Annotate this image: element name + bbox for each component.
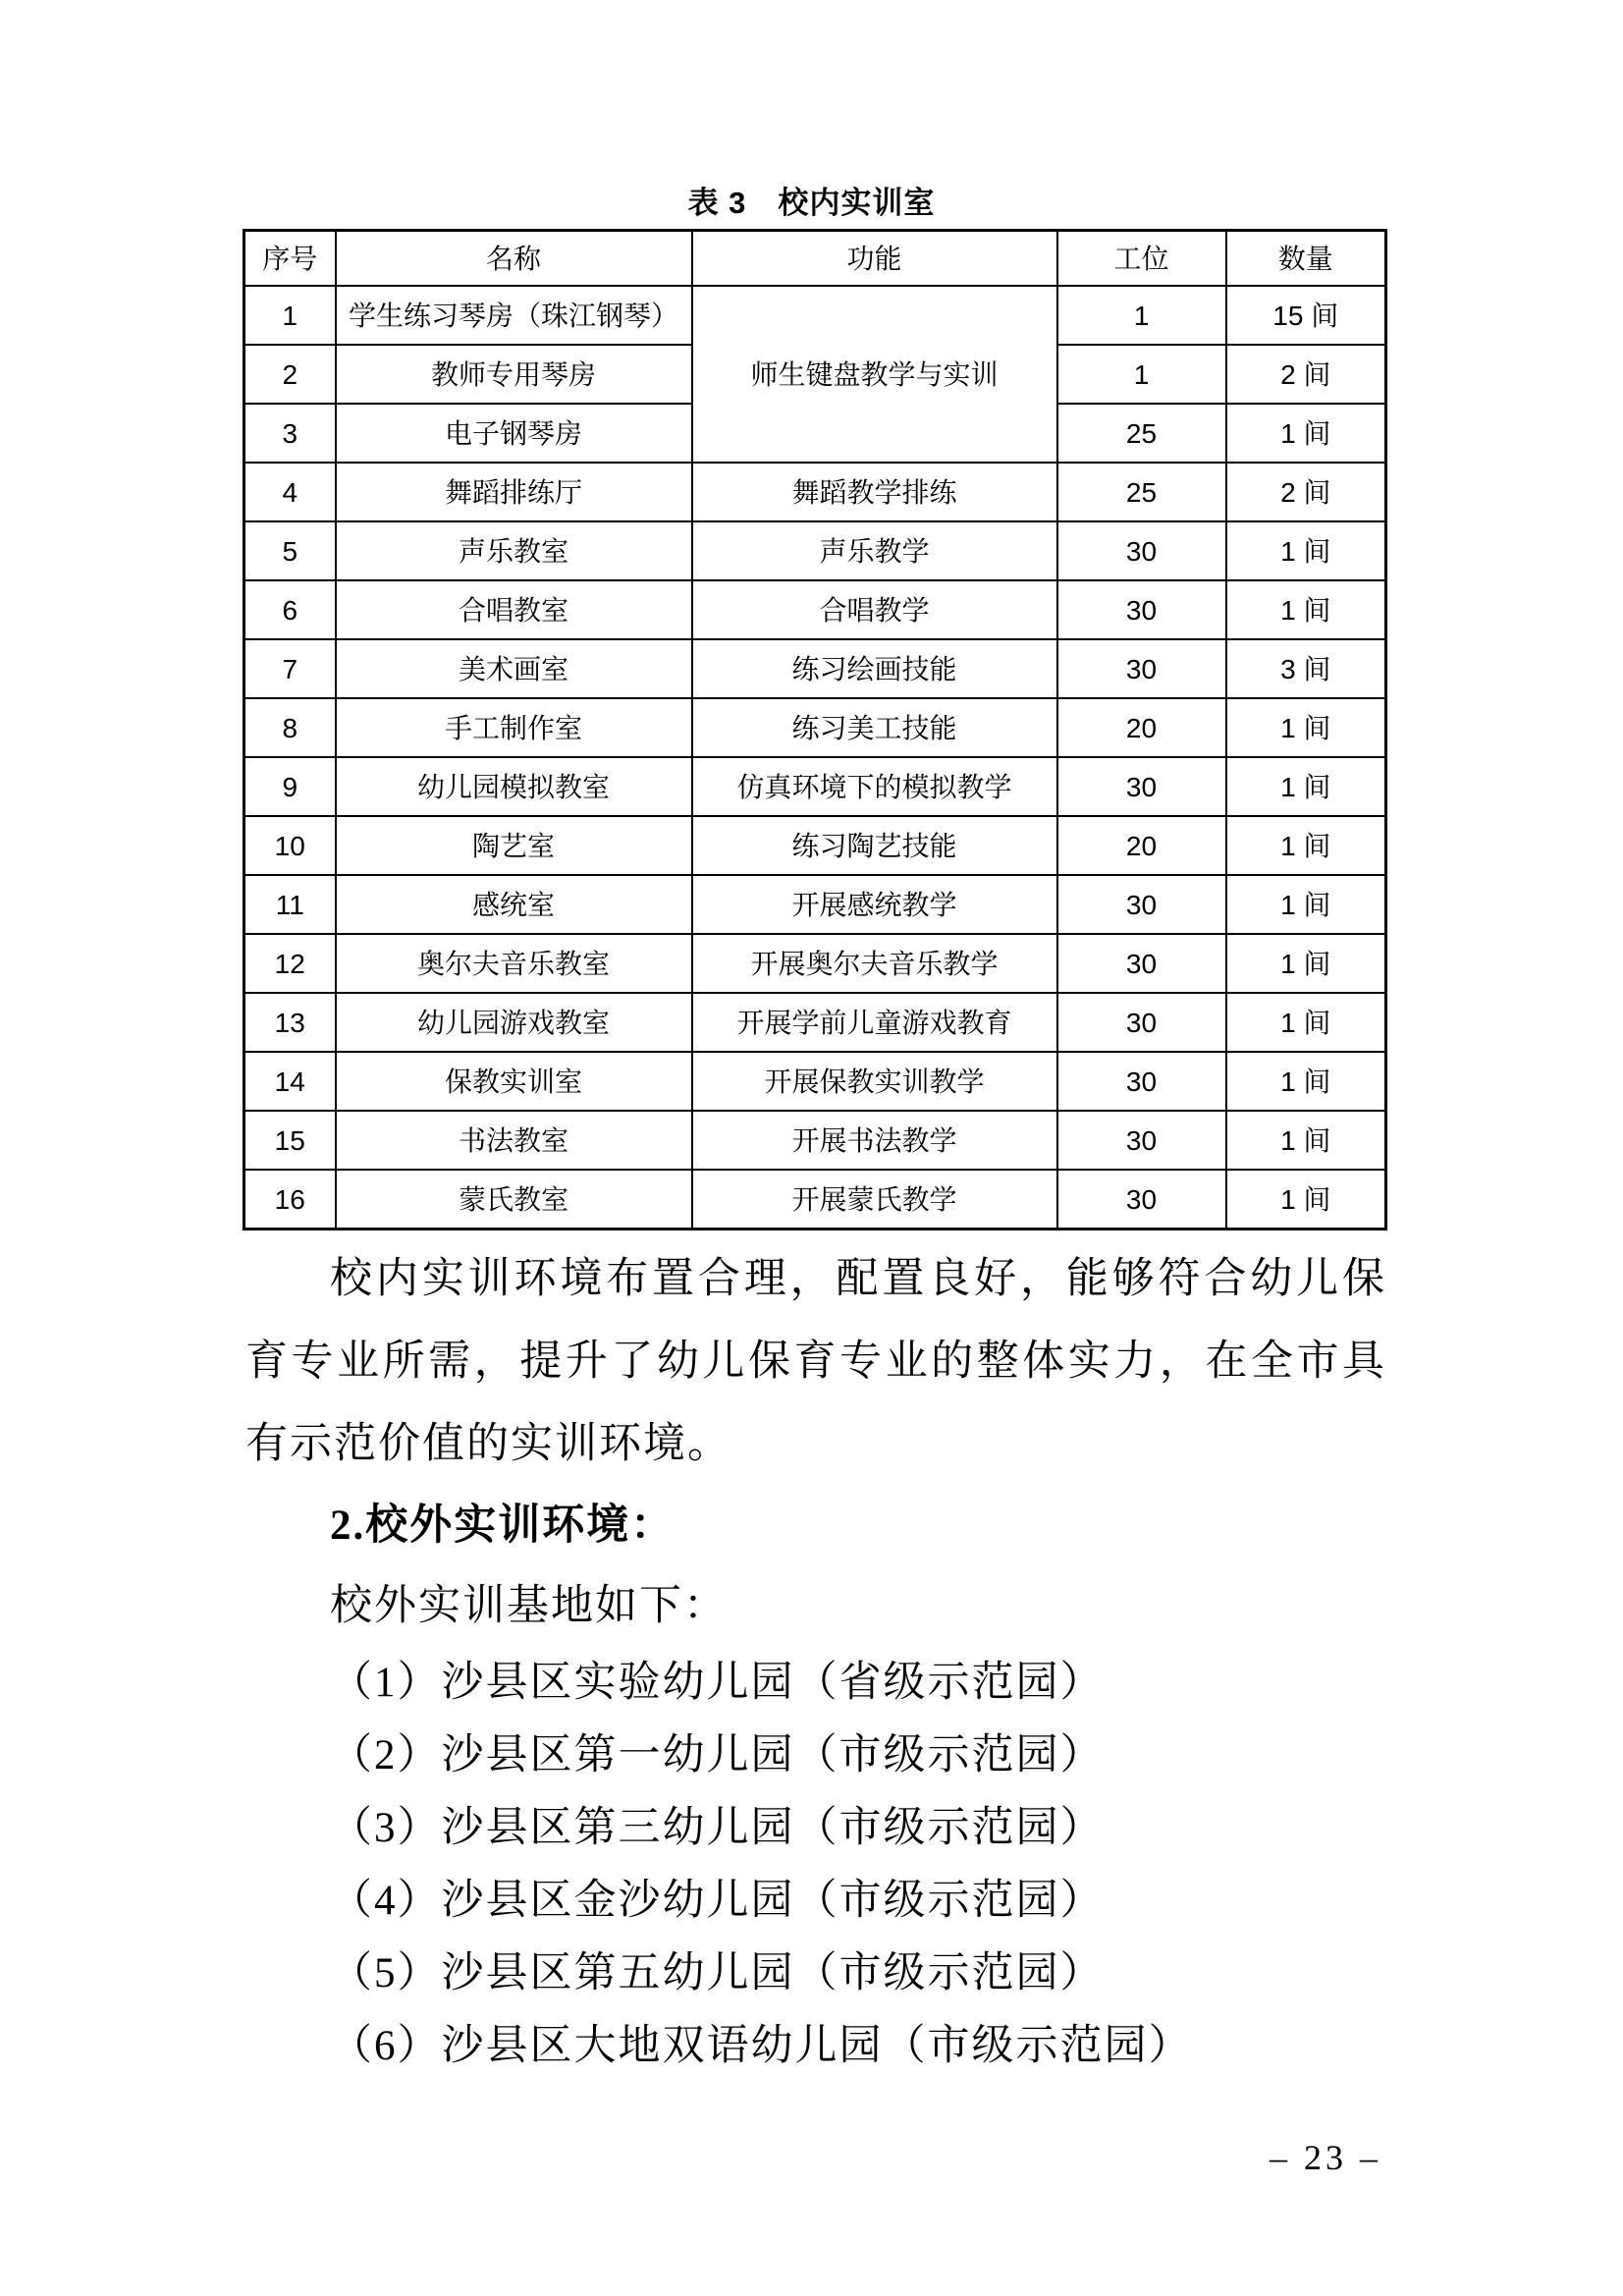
- cell-func: 舞蹈教学排练: [692, 463, 1057, 521]
- cell-name: 学生练习琴房（珠江钢琴）: [336, 286, 692, 345]
- table-row: [244, 463, 1386, 521]
- cell-func: 合唱教学: [692, 580, 1057, 639]
- cell-name: 陶艺室: [336, 816, 692, 875]
- cell-func: 练习美工技能: [692, 698, 1057, 757]
- cell-func: 练习陶艺技能: [692, 816, 1057, 875]
- cell-no: 6: [244, 580, 336, 639]
- cell-func: 开展保教实训教学: [692, 1052, 1057, 1111]
- table-row: [244, 639, 1386, 698]
- column-header-no: 序号: [244, 231, 336, 287]
- cell-seats: 25: [1057, 463, 1226, 521]
- cell-name: 手工制作室: [336, 698, 692, 757]
- table-row: [244, 698, 1386, 757]
- cell-seats: 30: [1057, 875, 1226, 934]
- cell-seats: 30: [1057, 521, 1226, 580]
- summary-paragraph: 校内实训环境布置合理，配置良好，能够符合幼儿保育专业所需，提升了幼儿保育专业的整体实力，在全市具有示范价值的实训环境。: [245, 1256, 1386, 1467]
- cell-func-merged: 师生键盘教学与实训: [692, 286, 1057, 463]
- cell-name: 幼儿园游戏教室: [336, 993, 692, 1052]
- training-rooms-table: [243, 229, 1387, 1230]
- cell-no: 12: [244, 934, 336, 993]
- cell-func: 开展书法教学: [692, 1111, 1057, 1170]
- table-row: [244, 875, 1386, 934]
- cell-func: 开展蒙氏教学: [692, 1170, 1057, 1230]
- cell-qty: 1 间: [1226, 1052, 1386, 1111]
- cell-qty: 1 间: [1226, 580, 1386, 639]
- cell-qty: 3 间: [1226, 639, 1386, 698]
- cell-name: 奥尔夫音乐教室: [336, 934, 692, 993]
- cell-no: 13: [244, 993, 336, 1052]
- cell-qty: 1 间: [1226, 875, 1386, 934]
- cell-no: 4: [244, 463, 336, 521]
- cell-qty: 1 间: [1226, 816, 1386, 875]
- section-heading: 2.校外实训环境：: [330, 1503, 676, 1549]
- cell-qty: 1 间: [1226, 698, 1386, 757]
- table-row: [244, 580, 1386, 639]
- list-item: （4）沙县区金沙幼儿园（市级示范园）: [330, 1878, 1105, 1924]
- cell-no: 11: [244, 875, 336, 934]
- cell-name: 美术画室: [336, 639, 692, 698]
- cell-name: 教师专用琴房: [336, 345, 692, 404]
- cell-seats: 30: [1057, 639, 1226, 698]
- cell-no: 8: [244, 698, 336, 757]
- cell-seats: 30: [1057, 757, 1226, 816]
- cell-seats: 30: [1057, 1052, 1226, 1111]
- cell-func: 开展奥尔夫音乐教学: [692, 934, 1057, 993]
- table-row: [244, 1111, 1386, 1170]
- column-header-qty: 数量: [1226, 231, 1386, 287]
- list-item: （6）沙县区大地双语幼儿园（市级示范园）: [330, 2023, 1193, 2069]
- table-row: [244, 934, 1386, 993]
- page-number: – 23 –: [1270, 2138, 1381, 2177]
- table-title: 表 3 校内实训室: [687, 186, 936, 220]
- cell-no: 10: [244, 816, 336, 875]
- cell-qty: 1 间: [1226, 993, 1386, 1052]
- list-item: （5）沙县区第五幼儿园（市级示范园）: [330, 1950, 1105, 1996]
- cell-seats: 1: [1057, 345, 1226, 404]
- cell-qty: 1 间: [1226, 404, 1386, 463]
- cell-no: 7: [244, 639, 336, 698]
- cell-seats: 30: [1057, 934, 1226, 993]
- table-header-row: [244, 231, 1386, 287]
- table-row: [244, 1052, 1386, 1111]
- kindergarten-list: [245, 1647, 1424, 2083]
- cell-seats: 30: [1057, 993, 1226, 1052]
- cell-qty: 15 间: [1226, 286, 1386, 345]
- cell-func: 练习绘画技能: [692, 639, 1057, 698]
- cell-no: 2: [244, 345, 336, 404]
- table-row: [244, 816, 1386, 875]
- cell-no: 14: [244, 1052, 336, 1111]
- cell-no: 1: [244, 286, 336, 345]
- cell-func: 声乐教学: [692, 521, 1057, 580]
- cell-seats: 25: [1057, 404, 1226, 463]
- cell-qty: 1 间: [1226, 521, 1386, 580]
- cell-name: 保教实训室: [336, 1052, 692, 1111]
- cell-qty: 1 间: [1226, 757, 1386, 816]
- cell-no: 5: [244, 521, 336, 580]
- table-row: [244, 757, 1386, 816]
- list-item: （2）沙县区第一幼儿园（市级示范园）: [330, 1732, 1105, 1778]
- cell-name: 蒙氏教室: [336, 1170, 692, 1230]
- cell-qty: 2 间: [1226, 463, 1386, 521]
- cell-name: 感统室: [336, 875, 692, 934]
- column-header-seats: 工位: [1057, 231, 1226, 287]
- cell-qty: 1 间: [1226, 934, 1386, 993]
- table-row: [244, 521, 1386, 580]
- cell-name: 声乐教室: [336, 521, 692, 580]
- column-header-name: 名称: [336, 231, 692, 287]
- cell-name: 合唱教室: [336, 580, 692, 639]
- table-row: [244, 1170, 1386, 1230]
- cell-seats: 30: [1057, 1111, 1226, 1170]
- list-item: （3）沙县区第三幼儿园（市级示范园）: [330, 1805, 1105, 1851]
- cell-name: 幼儿园模拟教室: [336, 757, 692, 816]
- column-header-func: 功能: [692, 231, 1057, 287]
- cell-seats: 20: [1057, 698, 1226, 757]
- cell-no: 15: [244, 1111, 336, 1170]
- training-rooms-table-body: [244, 286, 1386, 1230]
- cell-func: 开展感统教学: [692, 875, 1057, 934]
- cell-name: 舞蹈排练厅: [336, 463, 692, 521]
- cell-qty: 1 间: [1226, 1170, 1386, 1230]
- cell-seats: 30: [1057, 580, 1226, 639]
- list-item: （1）沙县区实验幼儿园（省级示范园）: [330, 1660, 1105, 1706]
- cell-seats: 20: [1057, 816, 1226, 875]
- cell-name: 电子钢琴房: [336, 404, 692, 463]
- cell-name: 书法教室: [336, 1111, 692, 1170]
- cell-no: 16: [244, 1170, 336, 1230]
- table-row: [244, 286, 1386, 345]
- list-intro: 校外实训基地如下：: [330, 1583, 728, 1629]
- cell-func: 开展学前儿童游戏教育: [692, 993, 1057, 1052]
- cell-seats: 1: [1057, 286, 1226, 345]
- cell-func: 仿真环境下的模拟教学: [692, 757, 1057, 816]
- cell-no: 3: [244, 404, 336, 463]
- cell-no: 9: [244, 757, 336, 816]
- cell-qty: 1 间: [1226, 1111, 1386, 1170]
- table-row: [244, 993, 1386, 1052]
- cell-qty: 2 间: [1226, 345, 1386, 404]
- cell-seats: 30: [1057, 1170, 1226, 1230]
